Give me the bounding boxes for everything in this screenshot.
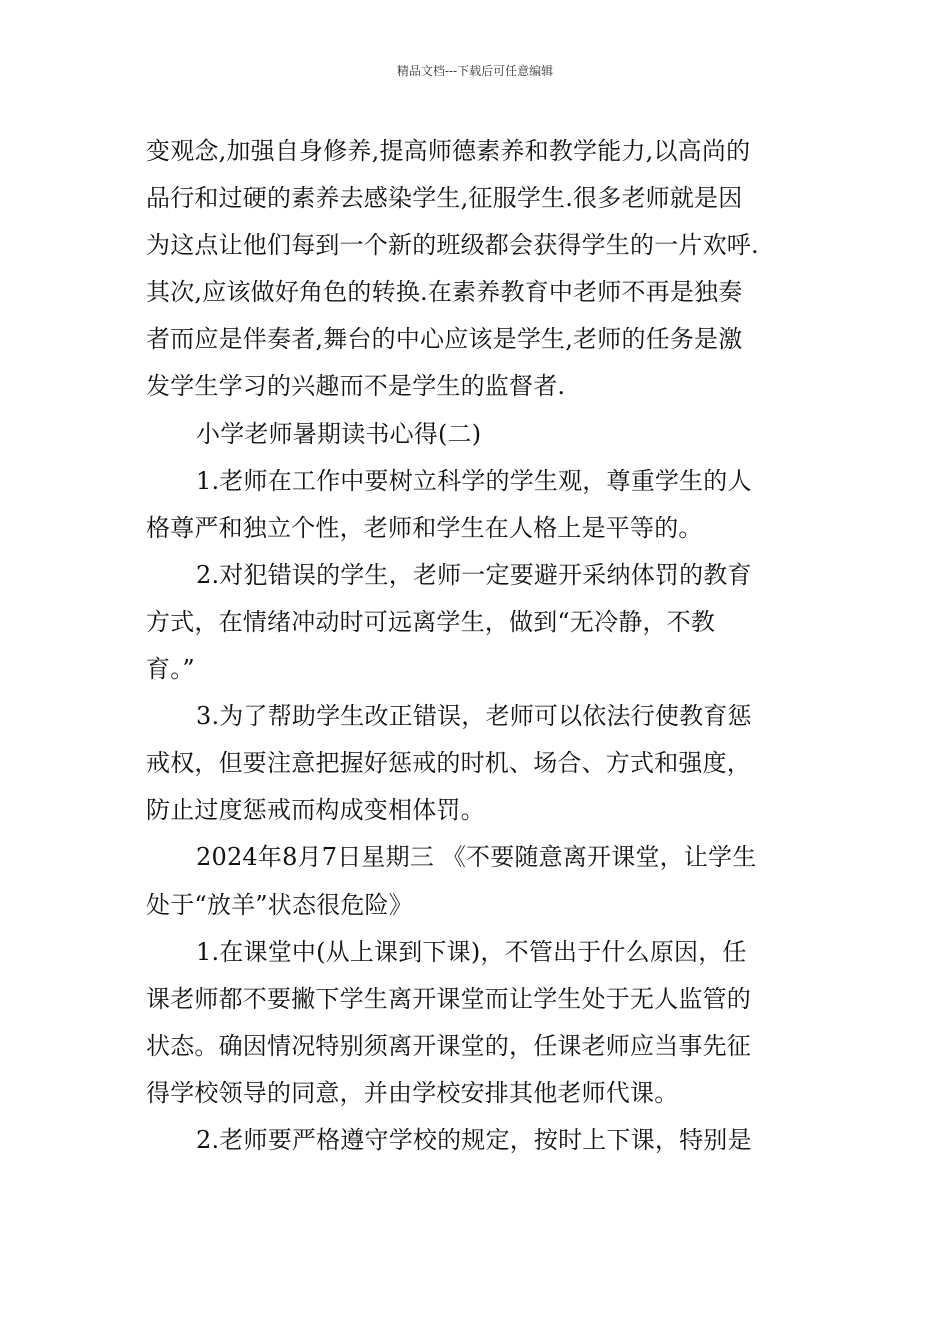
text-line-4: 其次,应该做好角色的转换.在素养教育中老师不再是独奏 bbox=[146, 278, 743, 307]
text-line-9: 格尊严和独立个性，老师和学生在人格上是平等的。 bbox=[146, 513, 703, 542]
text-line-6: 发学生学习的兴趣而不是学生的监督者. bbox=[146, 372, 566, 401]
text-line-5: 者而应是伴奏者,舞台的中心应该是学生,老师的任务是激 bbox=[146, 325, 743, 354]
text-line-11: 方式，在情绪冲动时可远离学生，做到“无冷静，不教 bbox=[146, 607, 716, 636]
text-line-14: 戒权，但要注意把握好惩戒的时机、场合、方式和强度， bbox=[146, 749, 751, 778]
page-header: 精品文档---下载后可任意编辑 bbox=[396, 64, 554, 78]
text-line-15: 防止过度惩戒而构成变相体罚。 bbox=[146, 796, 485, 825]
text-line-13: 3.为了帮助学生改正错误，老师可以依法行使教育惩 bbox=[196, 702, 752, 731]
text-line-8: 1.老师在工作中要树立科学的学生观，尊重学生的人 bbox=[196, 466, 752, 495]
text-line-20: 状态。确因情况特别须离开课堂的，任课老师应当事先征 bbox=[146, 1031, 751, 1060]
text-line-2: 品行和过硬的素养去感染学生,征服学生.很多老师就是因 bbox=[146, 184, 743, 213]
text-line-19: 课老师都不要撇下学生离开课堂而让学生处于无人监管的 bbox=[146, 984, 751, 1013]
text-line-22: 2.老师要严格遵守学校的规定，按时上下课，特别是 bbox=[196, 1125, 752, 1154]
dated-entry-title: 2024年8月7日星期三 《不要随意离开课堂，让学生 bbox=[196, 843, 757, 872]
section-heading: 小学老师暑期读书心得(二) bbox=[196, 419, 482, 448]
text-line-17: 处于“放羊”状态很危险》 bbox=[146, 890, 413, 919]
text-line-12: 育。” bbox=[146, 655, 195, 684]
text-line-10: 2.对犯错误的学生，老师一定要避开采纳体罚的教育 bbox=[196, 560, 752, 589]
text-line-18: 1.在课堂中(从上课到下课)，不管出于什么原因，任 bbox=[196, 937, 747, 966]
text-line-21: 得学校领导的同意，并由学校安排其他老师代课。 bbox=[146, 1078, 679, 1107]
document-body bbox=[146, 128, 810, 1164]
text-line-3: 为这点让他们每到一个新的班级都会获得学生的一片欢呼. bbox=[146, 231, 759, 260]
text-line-1: 变观念,加强自身修养,提高师德素养和教学能力,以高尚的 bbox=[146, 137, 751, 165]
